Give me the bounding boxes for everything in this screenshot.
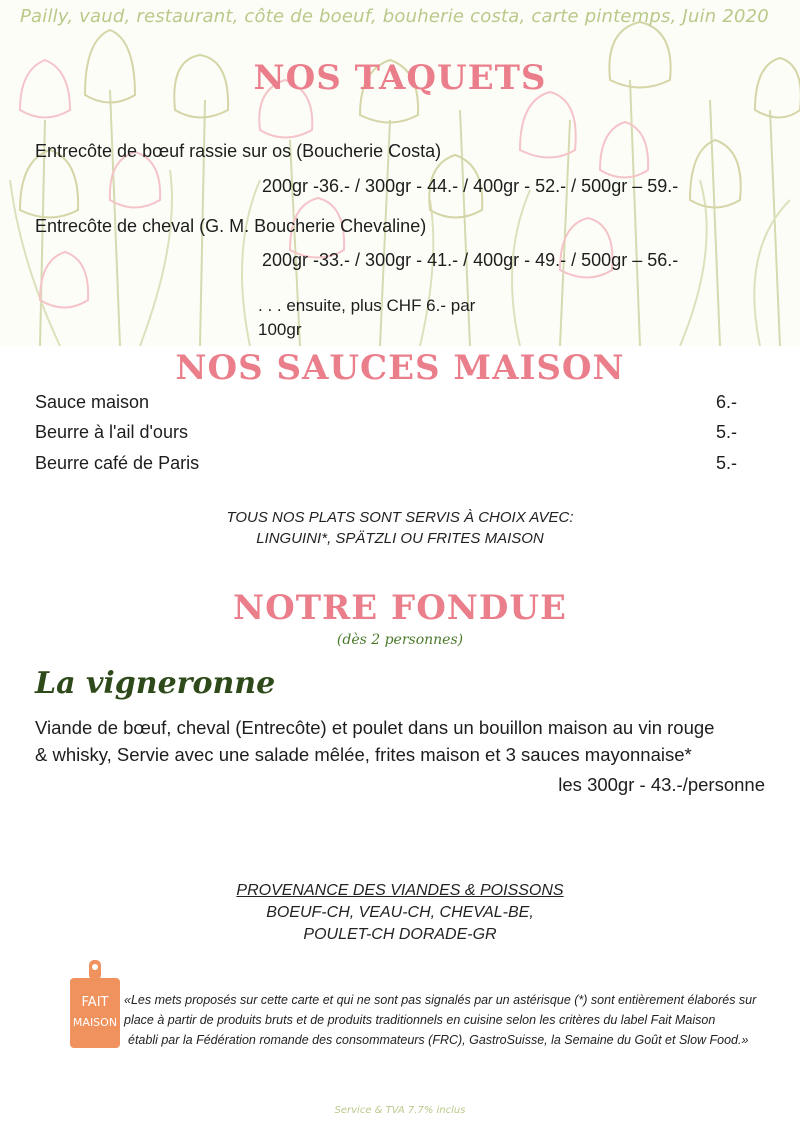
sauce-row (35, 392, 737, 413)
fondue-name: La vigneronne (35, 666, 276, 701)
fait-maison-logo-icon (70, 960, 120, 1048)
sauce-row (35, 453, 737, 474)
fondue-description (35, 714, 755, 768)
menu-item-name: Entrecôte de cheval (G. M. Boucherie Chevaline) (35, 216, 427, 236)
fait-maison-line: établi par la Fédération romande des consommateurs (FRC), GastroSuisse, la Semaine du Goût et Slow Food.» (128, 1033, 749, 1047)
fait-maison-logo-text: MAISON (72, 1016, 118, 1029)
fondue-price: les 300gr - 43.-/personne (558, 774, 765, 795)
fait-maison-line: place à partir de produits bruts et de produits traditionnels en cuisine selon les critères du label Fait Maison (124, 1013, 716, 1027)
fait-maison-statement (124, 990, 774, 1050)
extra-price-note-unit: 100gr (258, 320, 302, 339)
provenance-line: POULET-CH DORADE-GR (303, 926, 497, 943)
section-title-taquets: NOS TAQUETS (253, 58, 547, 98)
fondue-subtitle: (dès 2 personnes) (336, 632, 464, 648)
tulip-illustration-icon (0, 0, 800, 346)
provenance-block (0, 880, 800, 946)
sauce-price: 5.- (715, 453, 737, 473)
section-title-fondue: NOTRE FONDUE (233, 588, 567, 628)
tulip-banner (0, 0, 800, 346)
fondue-description-line: & whisky, Servie avec une salade mêlée, frites maison et 3 sauces mayonnaise* (35, 744, 692, 765)
footer-service-note: Service & TVA 7.7% inclus (334, 1105, 466, 1116)
menu-item-name: Entrecôte de bœuf rassie sur os (Boucherie Costa) (35, 141, 442, 161)
sauce-row (35, 422, 737, 443)
header-line: Pailly, vaud, restaurant, côte de boeuf, bouherie costa, carte pintemps, Juin 2020 (20, 6, 769, 27)
extra-price-note: . . . ensuite, plus CHF 6.- par (258, 296, 476, 315)
sauce-name: Beurre à l'ail d'ours (35, 422, 188, 442)
sauce-name: Beurre café de Paris (35, 453, 200, 473)
menu-item-prices: 200gr -33.- / 300gr - 41.- / 400gr - 49.- / 500gr – 56.- (262, 250, 679, 270)
menu-item-prices: 200gr -36.- / 300gr - 44.- / 400gr - 52.- / 500gr – 59.- (262, 176, 679, 196)
side-dish-options: LINGUINI*, SPÄTZLI OU FRITES MAISON (256, 530, 544, 547)
fondue-description-line: Viande de bœuf, cheval (Entrecôte) et poulet dans un bouillon maison au vin rouge (35, 717, 715, 738)
sauce-price: 6.- (715, 392, 737, 412)
fait-maison-line: «Les mets proposés sur cette carte et qui ne sont pas signalés par un astérisque (*) sont entièrement élaborés sur (124, 993, 757, 1007)
side-dish-note: TOUS NOS PLATS SONT SERVIS À CHOIX AVEC: (226, 509, 574, 526)
sauce-price: 5.- (715, 422, 737, 442)
fait-maison-logo-text: FAIT (81, 995, 109, 1010)
sauce-name: Sauce maison (35, 392, 150, 412)
section-title-sauces: NOS SAUCES MAISON (175, 348, 625, 388)
provenance-title: PROVENANCE DES VIANDES & POISSONS (236, 882, 564, 899)
provenance-line: BOEUF-CH, VEAU-CH, CHEVAL-BE, (266, 904, 534, 921)
